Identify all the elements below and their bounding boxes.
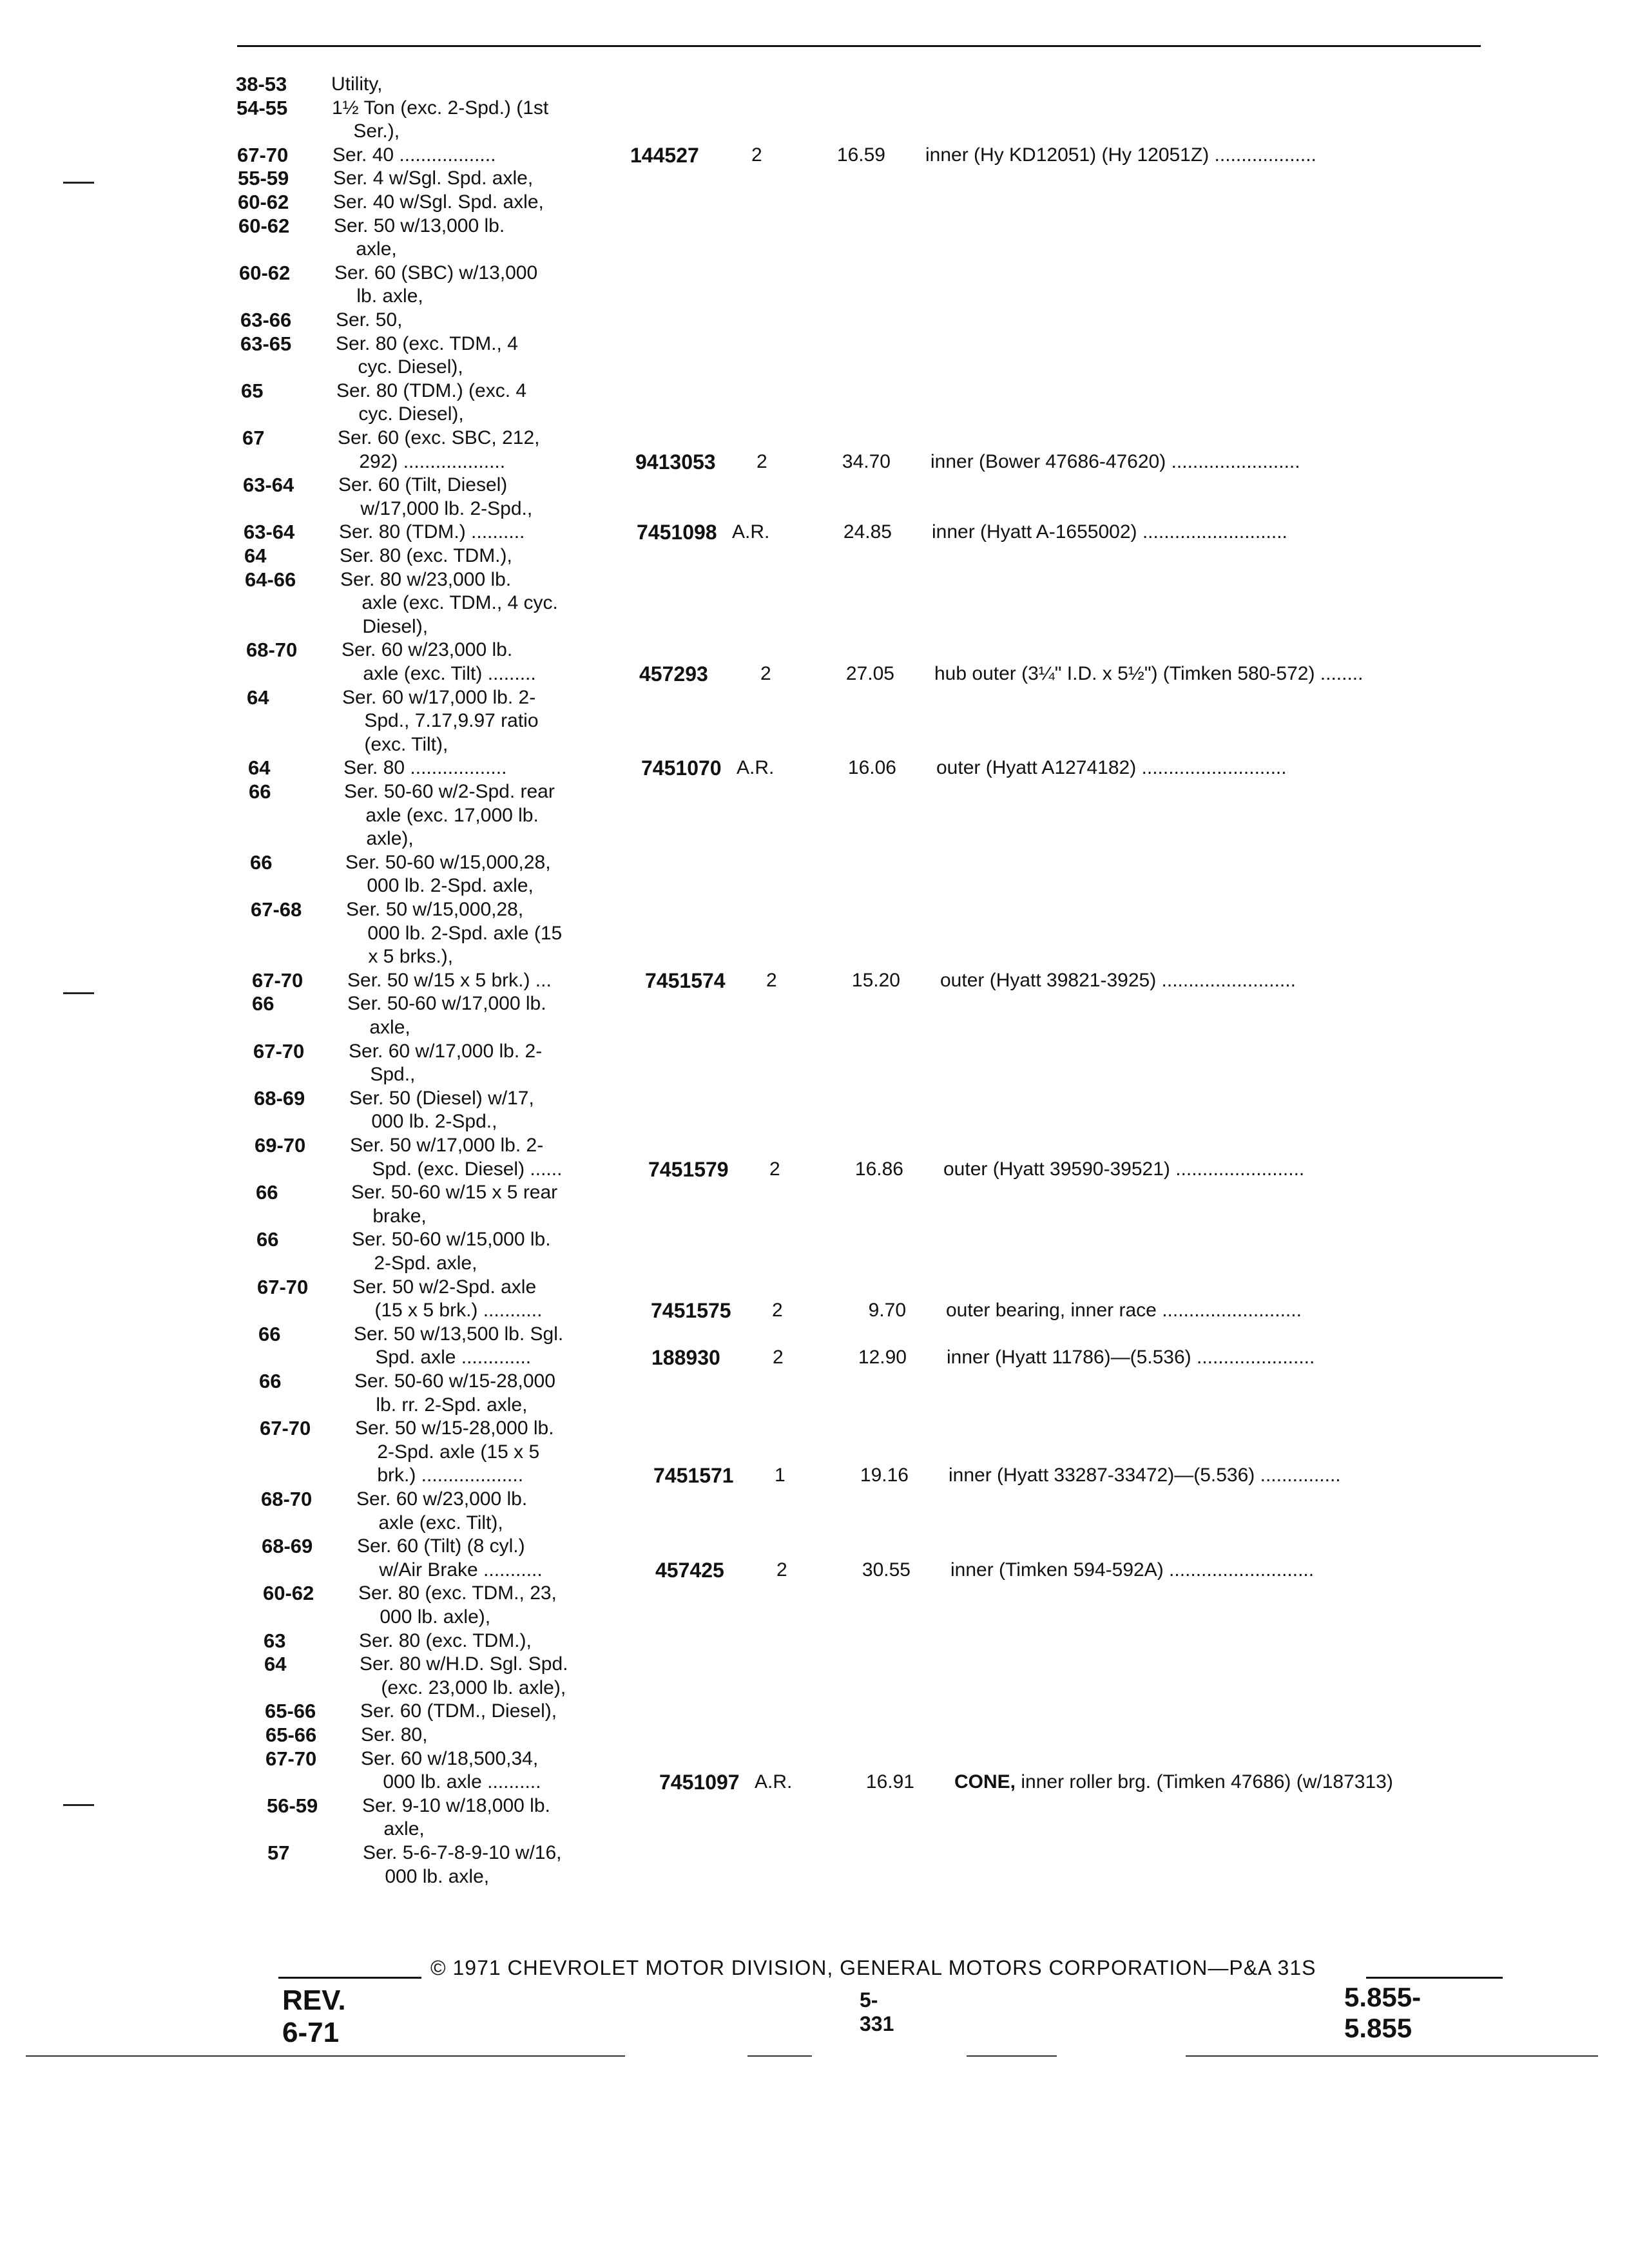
application-desc: 000 lb. 2-Spd. axle (15 <box>346 923 563 944</box>
application-desc: Spd. (exc. Diesel) ...... <box>351 1158 563 1180</box>
listing-line <box>249 827 1512 851</box>
application-desc: Diesel), <box>341 616 429 637</box>
listing-line <box>257 1275 1520 1300</box>
part-number: 7451571 <box>653 1464 734 1487</box>
part-description <box>930 450 1300 474</box>
model-years: 66 <box>256 1228 279 1251</box>
part-detail: outer bearing, inner race .......................... <box>946 1300 1302 1321</box>
model-years: 64-66 <box>245 568 296 591</box>
quantity: 2 <box>751 144 762 166</box>
part-detail: outer (Hyatt A1274182) ........................... <box>936 757 1287 778</box>
application-desc: Ser. 50 w/15 x 5 brk.) ... <box>347 970 552 991</box>
part-description <box>946 1298 1302 1323</box>
model-years: 67-70 <box>252 969 304 992</box>
listing-line <box>268 1865 1531 1889</box>
listing-line <box>267 1817 1530 1841</box>
application-desc: Ser. 9-10 w/18,000 lb. <box>362 1795 550 1816</box>
application-desc: Ser. 50 w/15,000,28, <box>346 899 524 920</box>
application-desc: Ser. 50 w/17,000 lb. 2- <box>350 1135 544 1156</box>
application-desc: w/Air Brake ........... <box>358 1559 543 1581</box>
listing-line <box>252 968 1515 993</box>
part-name: CONE, <box>954 1771 1016 1792</box>
application-desc: Ser. 50 w/13,500 lb. Sgl. <box>354 1323 564 1345</box>
list-price: 9.70 <box>868 1300 906 1321</box>
application-desc: Ser. 80 (TDM.) .......... <box>339 521 525 543</box>
footer-rule-left <box>278 1977 421 1979</box>
model-years: 56-59 <box>267 1794 318 1817</box>
model-years: 60-62 <box>238 215 290 237</box>
part-description <box>936 756 1287 780</box>
scan-edge-line <box>26 2055 625 2057</box>
application-desc: cyc. Diesel), <box>337 403 464 425</box>
model-years: 63-64 <box>243 474 294 496</box>
application-desc: 2-Spd. axle (15 x 5 <box>356 1441 540 1463</box>
model-years: 55-59 <box>238 167 289 189</box>
listing-line <box>247 709 1510 733</box>
application-desc: Spd., <box>349 1064 416 1085</box>
part-description <box>954 1770 1393 1794</box>
application-desc: Spd., 7.17,9.97 ratio <box>343 710 539 731</box>
listing-line <box>249 803 1512 828</box>
application-desc: Ser. 50-60 w/17,000 lb. <box>347 993 546 1014</box>
list-price: 15.20 <box>851 970 900 991</box>
application-desc: Ser. 60 (exc. SBC, 212, <box>338 427 540 448</box>
page-number: 5-331 <box>860 1988 894 2035</box>
listing-line <box>255 1157 1518 1182</box>
margin-mark <box>63 992 94 994</box>
listing-line <box>237 143 1500 168</box>
application-desc: Ser. 50-60 w/15,000,28, <box>345 852 551 873</box>
application-desc: Ser. 60 w/18,500,34, <box>361 1748 539 1769</box>
listing-line <box>265 1747 1528 1771</box>
model-years: 64 <box>244 544 267 567</box>
part-description <box>925 143 1316 168</box>
list-price: 19.16 <box>860 1465 909 1486</box>
margin-mark <box>63 1804 94 1806</box>
application-desc: 000 lb. 2-Spd. axle, <box>345 875 534 896</box>
application-desc: axle (exc. Tilt), <box>357 1512 503 1533</box>
application-desc: Ser.), <box>332 120 400 142</box>
model-years: 68-70 <box>261 1488 313 1510</box>
listing-line <box>244 544 1507 568</box>
margin-mark <box>63 182 94 184</box>
listing-line <box>241 379 1504 403</box>
application-desc: Ser. 60 (Tilt) (8 cyl.) <box>357 1535 525 1557</box>
application-desc: Ser. 80, <box>361 1724 428 1745</box>
model-years: 67-68 <box>251 898 302 921</box>
application-desc: 2-Spd. axle, <box>352 1253 477 1274</box>
part-detail: inner (Timken 594-592A) ........................... <box>950 1559 1315 1581</box>
part-detail: inner roller brg. (Timken 47686) (w/187313) <box>1021 1771 1393 1792</box>
part-detail: inner (Hyatt A-1655002) ........................... <box>932 521 1287 543</box>
listing-line <box>253 1062 1516 1087</box>
application-desc: Ser. 40 w/Sgl. Spd. axle, <box>333 191 544 213</box>
application-desc: lb. axle, <box>335 285 423 307</box>
application-desc: 000 lb. axle, <box>363 1866 490 1887</box>
model-years: 64 <box>264 1653 287 1675</box>
application-desc: Ser. 80 (exc. TDM., 23, <box>358 1582 557 1604</box>
application-desc: axle, <box>334 238 397 260</box>
model-years: 66 <box>259 1370 282 1392</box>
model-years: 65 <box>241 380 264 402</box>
listing-line <box>246 615 1509 639</box>
listing-line <box>251 945 1514 969</box>
model-years: 63-64 <box>244 521 295 543</box>
application-desc: 1½ Ton (exc. 2-Spd.) (1st <box>332 97 549 119</box>
list-price: 34.70 <box>842 451 891 472</box>
application-desc: brake, <box>351 1206 427 1227</box>
listing-line <box>251 921 1514 946</box>
group-range: 5.855-5.855 <box>1344 1982 1422 2043</box>
listing-line <box>245 568 1508 592</box>
listing-line <box>262 1534 1525 1559</box>
model-years: 68-70 <box>246 639 298 661</box>
listing-line <box>260 1463 1523 1488</box>
listing-line <box>238 166 1501 191</box>
part-detail: inner (Hyatt 11786)—(5.536) ...................... <box>947 1347 1315 1368</box>
listing-line <box>240 308 1503 332</box>
application-desc: Ser. 60 w/23,000 lb. <box>342 639 513 660</box>
quantity: 2 <box>772 1300 783 1321</box>
application-desc: axle (exc. Tilt) ......... <box>342 663 536 684</box>
part-number: 188930 <box>651 1346 720 1369</box>
application-desc: (exc. 23,000 lb. axle), <box>360 1677 566 1698</box>
part-description <box>940 968 1296 993</box>
scan-edge-line <box>967 2055 1057 2057</box>
listing-line <box>246 662 1509 686</box>
application-desc: 000 lb. axle .......... <box>361 1771 541 1792</box>
listing-line <box>267 1841 1530 1865</box>
part-number: 457293 <box>639 662 708 686</box>
application-desc: Ser. 80 (TDM.) (exc. 4 <box>336 380 527 401</box>
application-desc: Ser. 80 .................. <box>343 757 507 778</box>
model-years: 66 <box>250 851 273 874</box>
part-number: 7451579 <box>648 1158 729 1181</box>
top-rule <box>237 45 1481 47</box>
model-years: 67-70 <box>237 144 289 166</box>
model-years: 67-70 <box>260 1417 311 1439</box>
listing-line <box>267 1794 1530 1818</box>
listing-line <box>242 402 1505 427</box>
model-years: 54-55 <box>236 97 288 119</box>
listing-line <box>263 1605 1526 1629</box>
listing-line <box>266 1770 1529 1794</box>
listing-line <box>250 874 1513 898</box>
application-desc: axle (exc. 17,000 lb. <box>344 805 539 826</box>
part-description <box>943 1157 1304 1182</box>
listing-line <box>236 119 1499 144</box>
application-desc: Ser. 60 (Tilt, Diesel) <box>338 474 508 495</box>
application-desc: Ser. 80 (exc. TDM.), <box>359 1630 532 1651</box>
part-detail: inner (Hyatt 33287-33472)—(5.536) ............... <box>949 1465 1341 1486</box>
model-years: 68-69 <box>262 1535 313 1557</box>
application-desc: Ser. 50 (Diesel) w/17, <box>349 1088 534 1109</box>
part-detail: inner (Hy KD12051) (Hy 12051Z) ................... <box>925 144 1316 166</box>
listing-line <box>261 1487 1524 1512</box>
model-years: 57 <box>267 1841 290 1864</box>
model-years: 67 <box>242 427 265 449</box>
model-years: 60-62 <box>239 262 291 284</box>
model-years: 66 <box>252 992 275 1015</box>
listing-line <box>263 1581 1526 1606</box>
application-desc: Ser. 80 (exc. TDM.), <box>340 545 512 566</box>
model-years: 63-65 <box>240 332 292 355</box>
quantity: 2 <box>760 663 771 684</box>
listing-line <box>252 992 1515 1016</box>
application-desc: Ser. 60 w/17,000 lb. 2- <box>342 687 536 708</box>
model-years: 69-70 <box>255 1134 306 1157</box>
listing-line <box>251 898 1514 922</box>
scan-edge-line <box>1186 2055 1598 2057</box>
application-desc: axle), <box>345 828 414 849</box>
application-desc: Ser. 50, <box>336 309 403 331</box>
model-years: 64 <box>247 686 269 709</box>
footer-rule-right <box>1366 1977 1503 1979</box>
quantity: 2 <box>757 451 767 472</box>
part-description <box>949 1463 1341 1488</box>
application-desc: 000 lb. axle), <box>358 1606 491 1628</box>
listing-line <box>240 332 1503 356</box>
quantity: 2 <box>766 970 777 991</box>
listing-line <box>247 733 1510 757</box>
list-price: 16.86 <box>854 1158 903 1180</box>
part-number: 7451574 <box>645 969 726 992</box>
listing-line <box>258 1345 1521 1370</box>
listing-line <box>238 214 1501 238</box>
application-desc: Ser. 60 w/17,000 lb. 2- <box>349 1041 543 1062</box>
scan-edge-line <box>747 2055 812 2057</box>
part-number: 457425 <box>655 1559 724 1582</box>
listing-line <box>265 1699 1528 1724</box>
part-number: 7451575 <box>651 1299 731 1322</box>
listing-line <box>259 1393 1522 1418</box>
application-desc: w/17,000 lb. 2-Spd., <box>339 498 533 519</box>
listing-line <box>256 1227 1519 1252</box>
revision-label: REV. 6-71 <box>282 1984 346 2048</box>
model-years: 38-53 <box>236 73 287 95</box>
quantity: 1 <box>775 1465 786 1486</box>
listing-line <box>253 1015 1516 1040</box>
listing-line <box>253 1039 1516 1064</box>
listing-line <box>243 473 1506 497</box>
model-years: 63-66 <box>240 309 292 331</box>
part-description <box>947 1345 1315 1370</box>
application-desc: lb. rr. 2-Spd. axle, <box>354 1394 528 1416</box>
copyright-line: © 1971 CHEVROLET MOTOR DIVISION, GENERAL MOTORS CORPORATION—P&A 31S <box>430 1956 1316 1979</box>
quantity: A.R. <box>755 1771 793 1792</box>
model-years: 60-62 <box>263 1582 314 1604</box>
application-desc: cyc. Diesel), <box>336 356 463 378</box>
part-number: 9413053 <box>635 450 716 474</box>
listing-line <box>262 1558 1525 1582</box>
listing-line <box>240 284 1503 309</box>
application-desc: 000 lb. 2-Spd., <box>350 1111 497 1132</box>
model-years: 60-62 <box>238 191 289 213</box>
model-years: 66 <box>256 1181 278 1204</box>
list-price: 24.85 <box>843 521 892 543</box>
listing-line <box>239 237 1502 262</box>
application-desc: Ser. 80 w/H.D. Sgl. Spd. <box>360 1653 568 1675</box>
part-description <box>950 1558 1314 1582</box>
listing-line <box>258 1298 1521 1323</box>
listing-line <box>246 638 1509 662</box>
application-desc: Ser. 60 (TDM., Diesel), <box>360 1700 557 1722</box>
listing-line <box>260 1440 1523 1465</box>
list-price: 16.91 <box>865 1771 914 1792</box>
application-desc: Ser. 50 w/2-Spd. axle <box>352 1276 537 1298</box>
quantity: A.R. <box>732 521 770 543</box>
list-price: 16.06 <box>847 757 896 778</box>
part-description <box>934 662 1363 686</box>
quantity: 2 <box>776 1559 787 1581</box>
part-detail: inner (Bower 47686-47620) ........................ <box>930 451 1300 472</box>
application-desc: Ser. 50 w/15-28,000 lb. <box>355 1418 554 1439</box>
listing-line <box>264 1652 1527 1677</box>
list-price: 12.90 <box>858 1347 907 1368</box>
listing-line <box>259 1369 1522 1394</box>
list-price: 16.59 <box>836 144 885 166</box>
part-number: 7451097 <box>659 1771 740 1794</box>
listing-line <box>264 1629 1527 1653</box>
listing-line <box>249 780 1512 804</box>
application-desc: axle, <box>362 1818 425 1840</box>
listing-line <box>257 1251 1520 1276</box>
listing-line <box>238 190 1501 215</box>
part-detail: outer (Hyatt 39590-39521) ........................ <box>943 1158 1305 1180</box>
application-desc: brk.) ................... <box>356 1465 524 1486</box>
application-desc: Ser. 50-60 w/15 x 5 rear <box>351 1182 558 1203</box>
application-desc: Ser. 40 .................. <box>333 144 496 166</box>
application-desc: Ser. 50-60 w/15-28,000 <box>354 1370 555 1392</box>
model-years: 67-70 <box>253 1040 305 1062</box>
list-price: 27.05 <box>845 663 894 684</box>
application-desc: (15 x 5 brk.) ........... <box>353 1300 543 1321</box>
listing-line <box>264 1676 1527 1700</box>
quantity: 2 <box>773 1347 784 1368</box>
listing-line <box>242 426 1505 450</box>
model-years: 66 <box>258 1323 281 1345</box>
part-description <box>932 520 1287 544</box>
part-number: 7451098 <box>637 521 717 544</box>
application-desc: Ser. 50-60 w/2-Spd. rear <box>344 781 555 802</box>
listing-line <box>262 1511 1525 1535</box>
model-years: 64 <box>248 756 271 779</box>
application-desc: Ser. 50-60 w/15,000 lb. <box>352 1229 551 1250</box>
listing-line <box>244 497 1507 521</box>
listing-line <box>258 1322 1521 1347</box>
application-desc: Ser. 60 w/23,000 lb. <box>356 1488 528 1510</box>
model-years: 65-66 <box>265 1700 316 1722</box>
listing-line <box>256 1180 1519 1205</box>
application-desc: Ser. 60 (SBC) w/13,000 <box>334 262 538 284</box>
listing-line <box>254 1086 1517 1111</box>
application-desc: x 5 brks.), <box>347 946 454 967</box>
part-detail: hub outer (3¼" I.D. x 5½") (Timken 580-572) ........ <box>934 663 1364 684</box>
listing-line <box>244 520 1507 544</box>
listing-line <box>236 72 1499 97</box>
model-years: 68-69 <box>254 1087 305 1110</box>
application-desc: Ser. 50 w/13,000 lb. <box>334 215 505 236</box>
quantity: 2 <box>769 1158 780 1180</box>
part-number: 7451070 <box>641 756 722 780</box>
model-years: 63 <box>264 1629 286 1652</box>
part-number: 144527 <box>630 144 699 167</box>
application-desc: (exc. Tilt), <box>343 734 448 755</box>
listing-line <box>248 756 1511 780</box>
application-desc: 292) ................... <box>338 451 506 472</box>
listing-line <box>265 1723 1528 1747</box>
application-desc: Ser. 80 (exc. TDM., 4 <box>336 333 518 354</box>
application-desc: Ser. 5-6-7-8-9-10 w/16, <box>363 1842 562 1863</box>
application-desc: Ser. 80 w/23,000 lb. <box>340 569 512 590</box>
listing-line <box>236 96 1499 120</box>
listing-line <box>245 591 1508 615</box>
model-years: 67-70 <box>265 1747 317 1770</box>
application-desc: axle, <box>348 1017 410 1038</box>
listing-line <box>247 686 1510 710</box>
listing-line <box>260 1416 1523 1441</box>
listing-line <box>255 1110 1518 1134</box>
listing-line <box>255 1133 1518 1158</box>
application-desc: Ser. 4 w/Sgl. Spd. axle, <box>333 168 534 189</box>
listing-line <box>250 850 1513 875</box>
model-years: 67-70 <box>257 1276 309 1298</box>
model-years: 65-66 <box>265 1724 317 1746</box>
application-desc: Utility, <box>331 73 383 95</box>
list-price: 30.55 <box>862 1559 911 1581</box>
listing-line <box>256 1204 1519 1229</box>
application-desc: Spd. axle ............. <box>354 1347 532 1368</box>
application-desc: axle (exc. TDM., 4 cyc. <box>340 592 558 613</box>
listing-line <box>242 450 1505 474</box>
listing-line <box>241 355 1504 380</box>
model-years: 66 <box>249 780 271 803</box>
part-detail: outer (Hyatt 39821-3925) ......................... <box>940 970 1296 991</box>
quantity: A.R. <box>737 757 775 778</box>
listing-line <box>239 261 1502 285</box>
